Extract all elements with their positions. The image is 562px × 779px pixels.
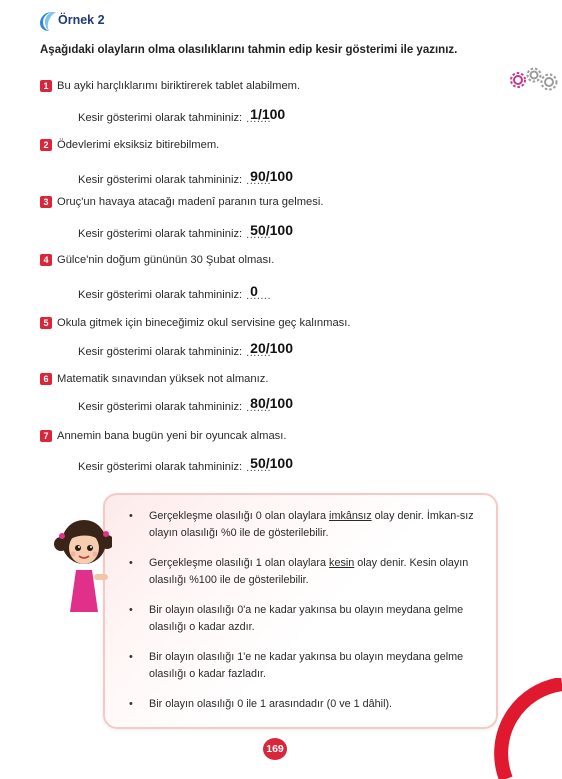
answer-label: Kesir gösterimi olarak tahmininiz: — [78, 461, 243, 473]
answer-value: 80/100 — [250, 395, 293, 411]
answer-dots — [246, 170, 293, 186]
answer-value: 50/100 — [250, 455, 293, 471]
info-bullet-4: • Bir olayın olasılığı 1'e ne kadar yakınsa bu olayın meydana gelme olasılığı o kadar fazladır. — [129, 649, 489, 683]
page-number: 169 — [263, 738, 287, 760]
question-number-badge: 3 — [40, 196, 52, 208]
question-3 — [40, 196, 323, 208]
instruction-text: Aşağıdaki olayların olma olasılıklarını tahmin edip kesir gösterimi ile yazınız. — [40, 44, 458, 56]
question-number-badge: 1 — [40, 80, 52, 92]
gears-icon — [508, 66, 562, 94]
answer-label: Kesir gösterimi olarak tahmininiz: — [78, 228, 243, 240]
example-title: Örnek 2 — [58, 13, 105, 27]
answer-line-6 — [78, 397, 293, 413]
answer-value: 0 — [250, 283, 258, 299]
question-text: Annemin bana bugün yeni bir oyuncak alması. — [57, 430, 287, 442]
answer-line-1 — [78, 108, 286, 124]
question-1 — [40, 80, 300, 92]
answer-label: Kesir gösterimi olarak tahmininiz: — [78, 401, 243, 413]
answer-line-7 — [78, 457, 293, 473]
question-text: Matematik sınavından yüksek not almanız. — [57, 373, 269, 385]
answer-label: Kesir gösterimi olarak tahmininiz: — [78, 346, 243, 358]
answer-label: Kesir gösterimi olarak tahmininiz: — [78, 174, 243, 186]
question-text: Bu ayki harçlıklarımı biriktirerek tablet alabilmem. — [57, 80, 301, 92]
question-number-badge: 5 — [40, 317, 52, 329]
answer-dots — [246, 397, 293, 413]
term-impossible: imkânsız — [329, 510, 372, 522]
question-number-badge: 4 — [40, 254, 52, 266]
question-text: Gülce'nin doğum gününün 30 Şubat olması. — [57, 254, 275, 266]
info-bullet-3: • Bir olayın olasılığı 0'a ne kadar yakınsa bu olayın meydana gelme olasılığı o kadar azdır. — [129, 602, 489, 636]
answer-line-5 — [78, 342, 293, 358]
question-6 — [40, 373, 268, 385]
answer-dots — [246, 285, 286, 301]
answer-dots — [246, 224, 293, 240]
answer-value: 90/100 — [250, 168, 293, 184]
question-2 — [40, 139, 219, 151]
girl-illustration-icon — [52, 512, 112, 612]
question-text: Ödevlerimi eksiksiz bitirebilmem. — [57, 139, 220, 151]
question-number-badge: 2 — [40, 139, 52, 151]
question-7 — [40, 430, 287, 442]
answer-value: 50/100 — [250, 222, 293, 238]
question-number-badge: 6 — [40, 373, 52, 385]
answer-line-4 — [78, 285, 286, 301]
question-number-badge: 7 — [40, 430, 52, 442]
question-4 — [40, 254, 274, 266]
answer-value: 20/100 — [250, 340, 293, 356]
answer-dots — [246, 457, 293, 473]
answer-label: Kesir gösterimi olarak tahmininiz: — [78, 289, 243, 301]
info-bullet-1: • Gerçekleşme olasılığı 0 olan olaylara imkânsız olay denir. İmkan-sız olayın olasılığı %0 ile de gösterilebilir. — [129, 508, 489, 542]
corner-arc-decoration — [488, 678, 562, 779]
answer-line-2 — [78, 170, 293, 186]
info-bullet-2: • Gerçekleşme olasılığı 1 olan olaylara kesin olay denir. Kesin olayın olasılığı %100 ile de gösterilebilir. — [129, 555, 489, 589]
info-box — [103, 493, 498, 729]
answer-line-3 — [78, 224, 293, 240]
answer-dots — [246, 342, 293, 358]
info-list — [129, 508, 489, 726]
answer-label: Kesir gösterimi olarak tahmininiz: — [78, 112, 243, 124]
question-text: Okula gitmek için bineceğimiz okul servisine geç kalınması. — [57, 317, 351, 329]
info-bullet-5: • Bir olayın olasılığı 0 ile 1 arasındadır (0 ve 1 dâhil). — [129, 696, 489, 713]
answer-dots — [246, 108, 286, 124]
answer-value: 1/100 — [250, 106, 286, 122]
question-5 — [40, 317, 350, 329]
term-certain: kesin — [329, 557, 355, 569]
question-text: Oruç'un havaya atacağı madenî paranın tura gelmesi. — [57, 196, 324, 208]
